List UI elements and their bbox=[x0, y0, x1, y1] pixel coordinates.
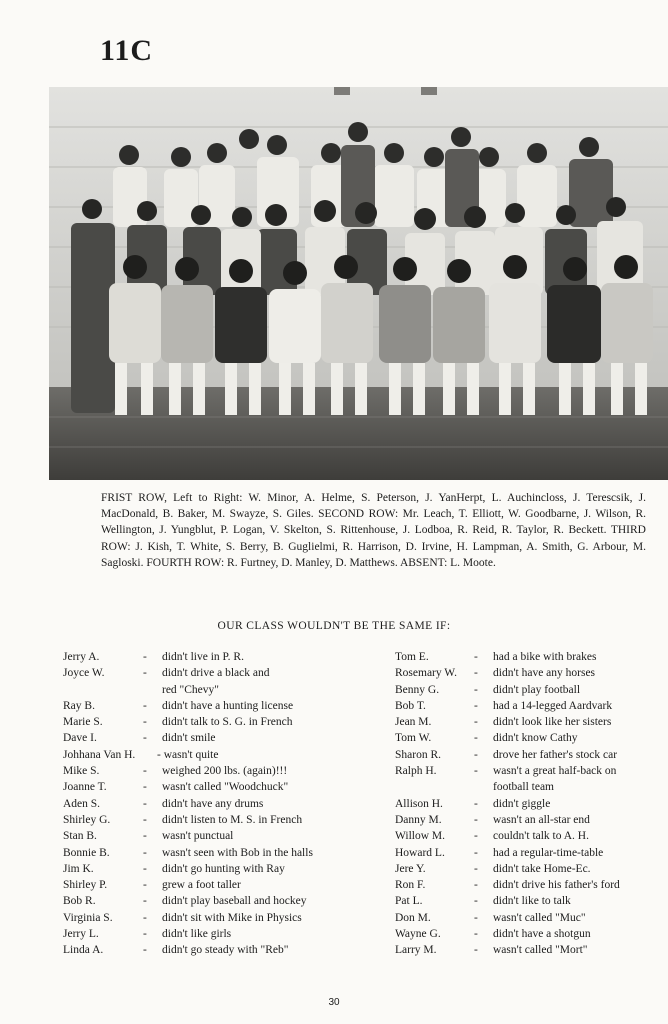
student-name: Willow M. bbox=[395, 830, 446, 843]
separator: - bbox=[143, 765, 147, 778]
separator: - bbox=[474, 813, 478, 826]
separator: - bbox=[143, 716, 147, 729]
separator: - bbox=[474, 928, 478, 941]
reason-text: football team bbox=[493, 781, 554, 794]
student-name: Pat L. bbox=[395, 895, 423, 908]
separator: - bbox=[474, 830, 478, 843]
student-name: Jean M. bbox=[395, 716, 432, 729]
separator: - bbox=[474, 944, 478, 957]
student-name: Rosemary W. bbox=[395, 667, 457, 680]
page-number: 30 bbox=[328, 997, 340, 1008]
reason-text: red "Chevy" bbox=[162, 683, 219, 696]
separator: - bbox=[143, 928, 147, 941]
separator: - bbox=[143, 732, 147, 745]
student-name: Howard L. bbox=[395, 846, 445, 859]
separator: - wasn't quite bbox=[157, 748, 219, 761]
student-name: Stan B. bbox=[63, 830, 97, 843]
reason-text: didn't live in P. R. bbox=[162, 651, 244, 663]
reason-text: didn't have a shotgun bbox=[493, 928, 591, 941]
reason-text: didn't know Cathy bbox=[493, 732, 578, 745]
reason-text: didn't talk to S. G. in French bbox=[162, 716, 293, 729]
reason-text: didn't drive his father's ford bbox=[493, 879, 620, 892]
student-name: Bob T. bbox=[395, 699, 426, 712]
student-name: Aden S. bbox=[63, 797, 101, 810]
reason-text: didn't have a hunting license bbox=[162, 699, 294, 712]
reason-text: didn't play football bbox=[493, 683, 581, 696]
separator: - bbox=[474, 748, 478, 761]
separator: - bbox=[474, 732, 478, 745]
reason-text: wasn't punctual bbox=[162, 830, 234, 843]
separator: - bbox=[143, 895, 147, 908]
student-name: Jerry A. bbox=[63, 651, 100, 663]
student-name: Dave I. bbox=[63, 732, 97, 745]
separator: - bbox=[474, 683, 478, 696]
student-name: Larry M. bbox=[395, 944, 437, 957]
separator: - bbox=[143, 667, 147, 680]
student-name: Joyce W. bbox=[63, 667, 105, 680]
reason-text: didn't like girls bbox=[162, 928, 232, 941]
reason-text: wasn't a great half-back on bbox=[493, 765, 617, 778]
reason-text: didn't play baseball and hockey bbox=[162, 895, 307, 908]
reason-text: didn't have any drums bbox=[162, 797, 264, 810]
separator: - bbox=[474, 765, 478, 778]
reason-text: didn't like to talk bbox=[493, 895, 571, 908]
photo-caption: FRIST ROW, Left to Right: W. Minor, A. Helme, S. Peterson, J. YanHerpt, L. Auchincloss, J. Terescsik, J. MacDonald, B. Baker, M. Swayze, S. Giles. SECOND ROW: Mr. Leach, T. Elliott, W. Goodbarne, J. Wilson, R. Wellington, J. Yungblut, P. Logan, V. Skelton, S. Rittenhouse, J. Lodboa, R. Reid, R. Taylor, R. Beckett. THIRD ROW: J. Kish, T. White, S. Berry, B. Guglielmi, R. Harrison, D. Irvine, H. Lampman, A. Smith, G. Arbour, M. Sagloski. FOURTH ROW: R. Furtney, D. Manley, D. Matthews. ABSENT: L. Moote. bbox=[101, 492, 646, 569]
student-name: Linda A. bbox=[63, 944, 104, 957]
reason-text: wasn't called "Woodchuck" bbox=[162, 781, 289, 794]
student-name: Don M. bbox=[395, 911, 431, 924]
student-name: Tom E. bbox=[395, 651, 429, 663]
student-name: Bob R. bbox=[63, 895, 96, 908]
separator: - bbox=[143, 911, 147, 924]
separator: - bbox=[143, 944, 147, 957]
reason-text: had a 14-legged Aardvark bbox=[493, 699, 613, 712]
class-photo bbox=[49, 87, 668, 480]
page-title: 11C bbox=[100, 34, 154, 67]
reason-text: wasn't called "Mort" bbox=[493, 944, 588, 957]
separator: - bbox=[143, 781, 147, 794]
student-name: Ron F. bbox=[395, 879, 426, 892]
separator: - bbox=[474, 667, 478, 680]
reason-text: didn't go hunting with Ray bbox=[162, 862, 285, 875]
student-name: Jere Y. bbox=[395, 862, 426, 875]
separator: - bbox=[474, 846, 478, 859]
reason-text: didn't look like her sisters bbox=[493, 716, 612, 729]
section-heading: OUR CLASS WOULDN'T BE THE SAME IF: bbox=[217, 620, 451, 632]
reason-text: didn't listen to M. S. in French bbox=[162, 813, 303, 826]
reason-text: wasn't an all-star end bbox=[493, 813, 590, 826]
student-name: Johhana Van H. bbox=[63, 748, 136, 761]
separator: - bbox=[474, 879, 478, 892]
student-name: Sharon R. bbox=[395, 748, 441, 761]
reason-text: didn't take Home-Ec. bbox=[493, 862, 591, 875]
separator: - bbox=[474, 895, 478, 908]
reason-text: wasn't called "Muc" bbox=[493, 911, 586, 924]
student-name: Tom W. bbox=[395, 732, 432, 745]
student-name: Benny G. bbox=[395, 683, 440, 696]
reason-text: didn't drive a black and bbox=[162, 667, 270, 680]
separator: - bbox=[143, 797, 147, 810]
reason-text: drove her father's stock car bbox=[493, 748, 618, 761]
student-name: Shirley P. bbox=[63, 879, 108, 892]
separator: - bbox=[474, 911, 478, 924]
student-name: Virginia S. bbox=[63, 911, 113, 924]
separator: - bbox=[474, 862, 478, 875]
reason-text: didn't go steady with "Reb" bbox=[162, 944, 289, 957]
student-name: Ray B. bbox=[63, 699, 95, 712]
reason-text: had a regular-time-table bbox=[493, 846, 604, 859]
reason-text: didn't have any horses bbox=[493, 667, 596, 680]
separator: - bbox=[474, 651, 478, 663]
separator: - bbox=[143, 862, 147, 875]
student-name: Shirley G. bbox=[63, 813, 111, 826]
reason-text: grew a foot taller bbox=[162, 879, 241, 892]
separator: - bbox=[143, 879, 147, 892]
student-name: Wayne G. bbox=[395, 928, 441, 941]
class-photo-illustration bbox=[49, 87, 668, 480]
reason-text: couldn't talk to A. H. bbox=[493, 830, 589, 843]
student-name: Allison H. bbox=[395, 797, 443, 810]
reason-text: didn't smile bbox=[162, 732, 216, 745]
student-name: Mike S. bbox=[63, 765, 100, 778]
separator: - bbox=[143, 651, 147, 663]
student-name: Bonnie B. bbox=[63, 846, 110, 859]
reason-text: had a bike with brakes bbox=[493, 651, 597, 663]
student-name: Joanne T. bbox=[63, 781, 107, 794]
reason-text: weighed 200 lbs. (again)!!! bbox=[162, 765, 288, 778]
student-name: Jim K. bbox=[63, 862, 94, 875]
student-name: Marie S. bbox=[63, 716, 103, 729]
separator: - bbox=[143, 699, 147, 712]
separator: - bbox=[143, 830, 147, 843]
student-name: Ralph H. bbox=[395, 765, 437, 778]
student-name: Jerry L. bbox=[63, 928, 99, 941]
separator: - bbox=[474, 699, 478, 712]
student-name: Danny M. bbox=[395, 813, 442, 826]
separator: - bbox=[143, 813, 147, 826]
reason-text: didn't giggle bbox=[493, 797, 551, 810]
separator: - bbox=[143, 846, 147, 859]
separator: - bbox=[474, 716, 478, 729]
reason-text: wasn't seen with Bob in the halls bbox=[162, 846, 313, 859]
separator: - bbox=[474, 797, 478, 810]
reason-text: didn't sit with Mike in Physics bbox=[162, 911, 302, 924]
